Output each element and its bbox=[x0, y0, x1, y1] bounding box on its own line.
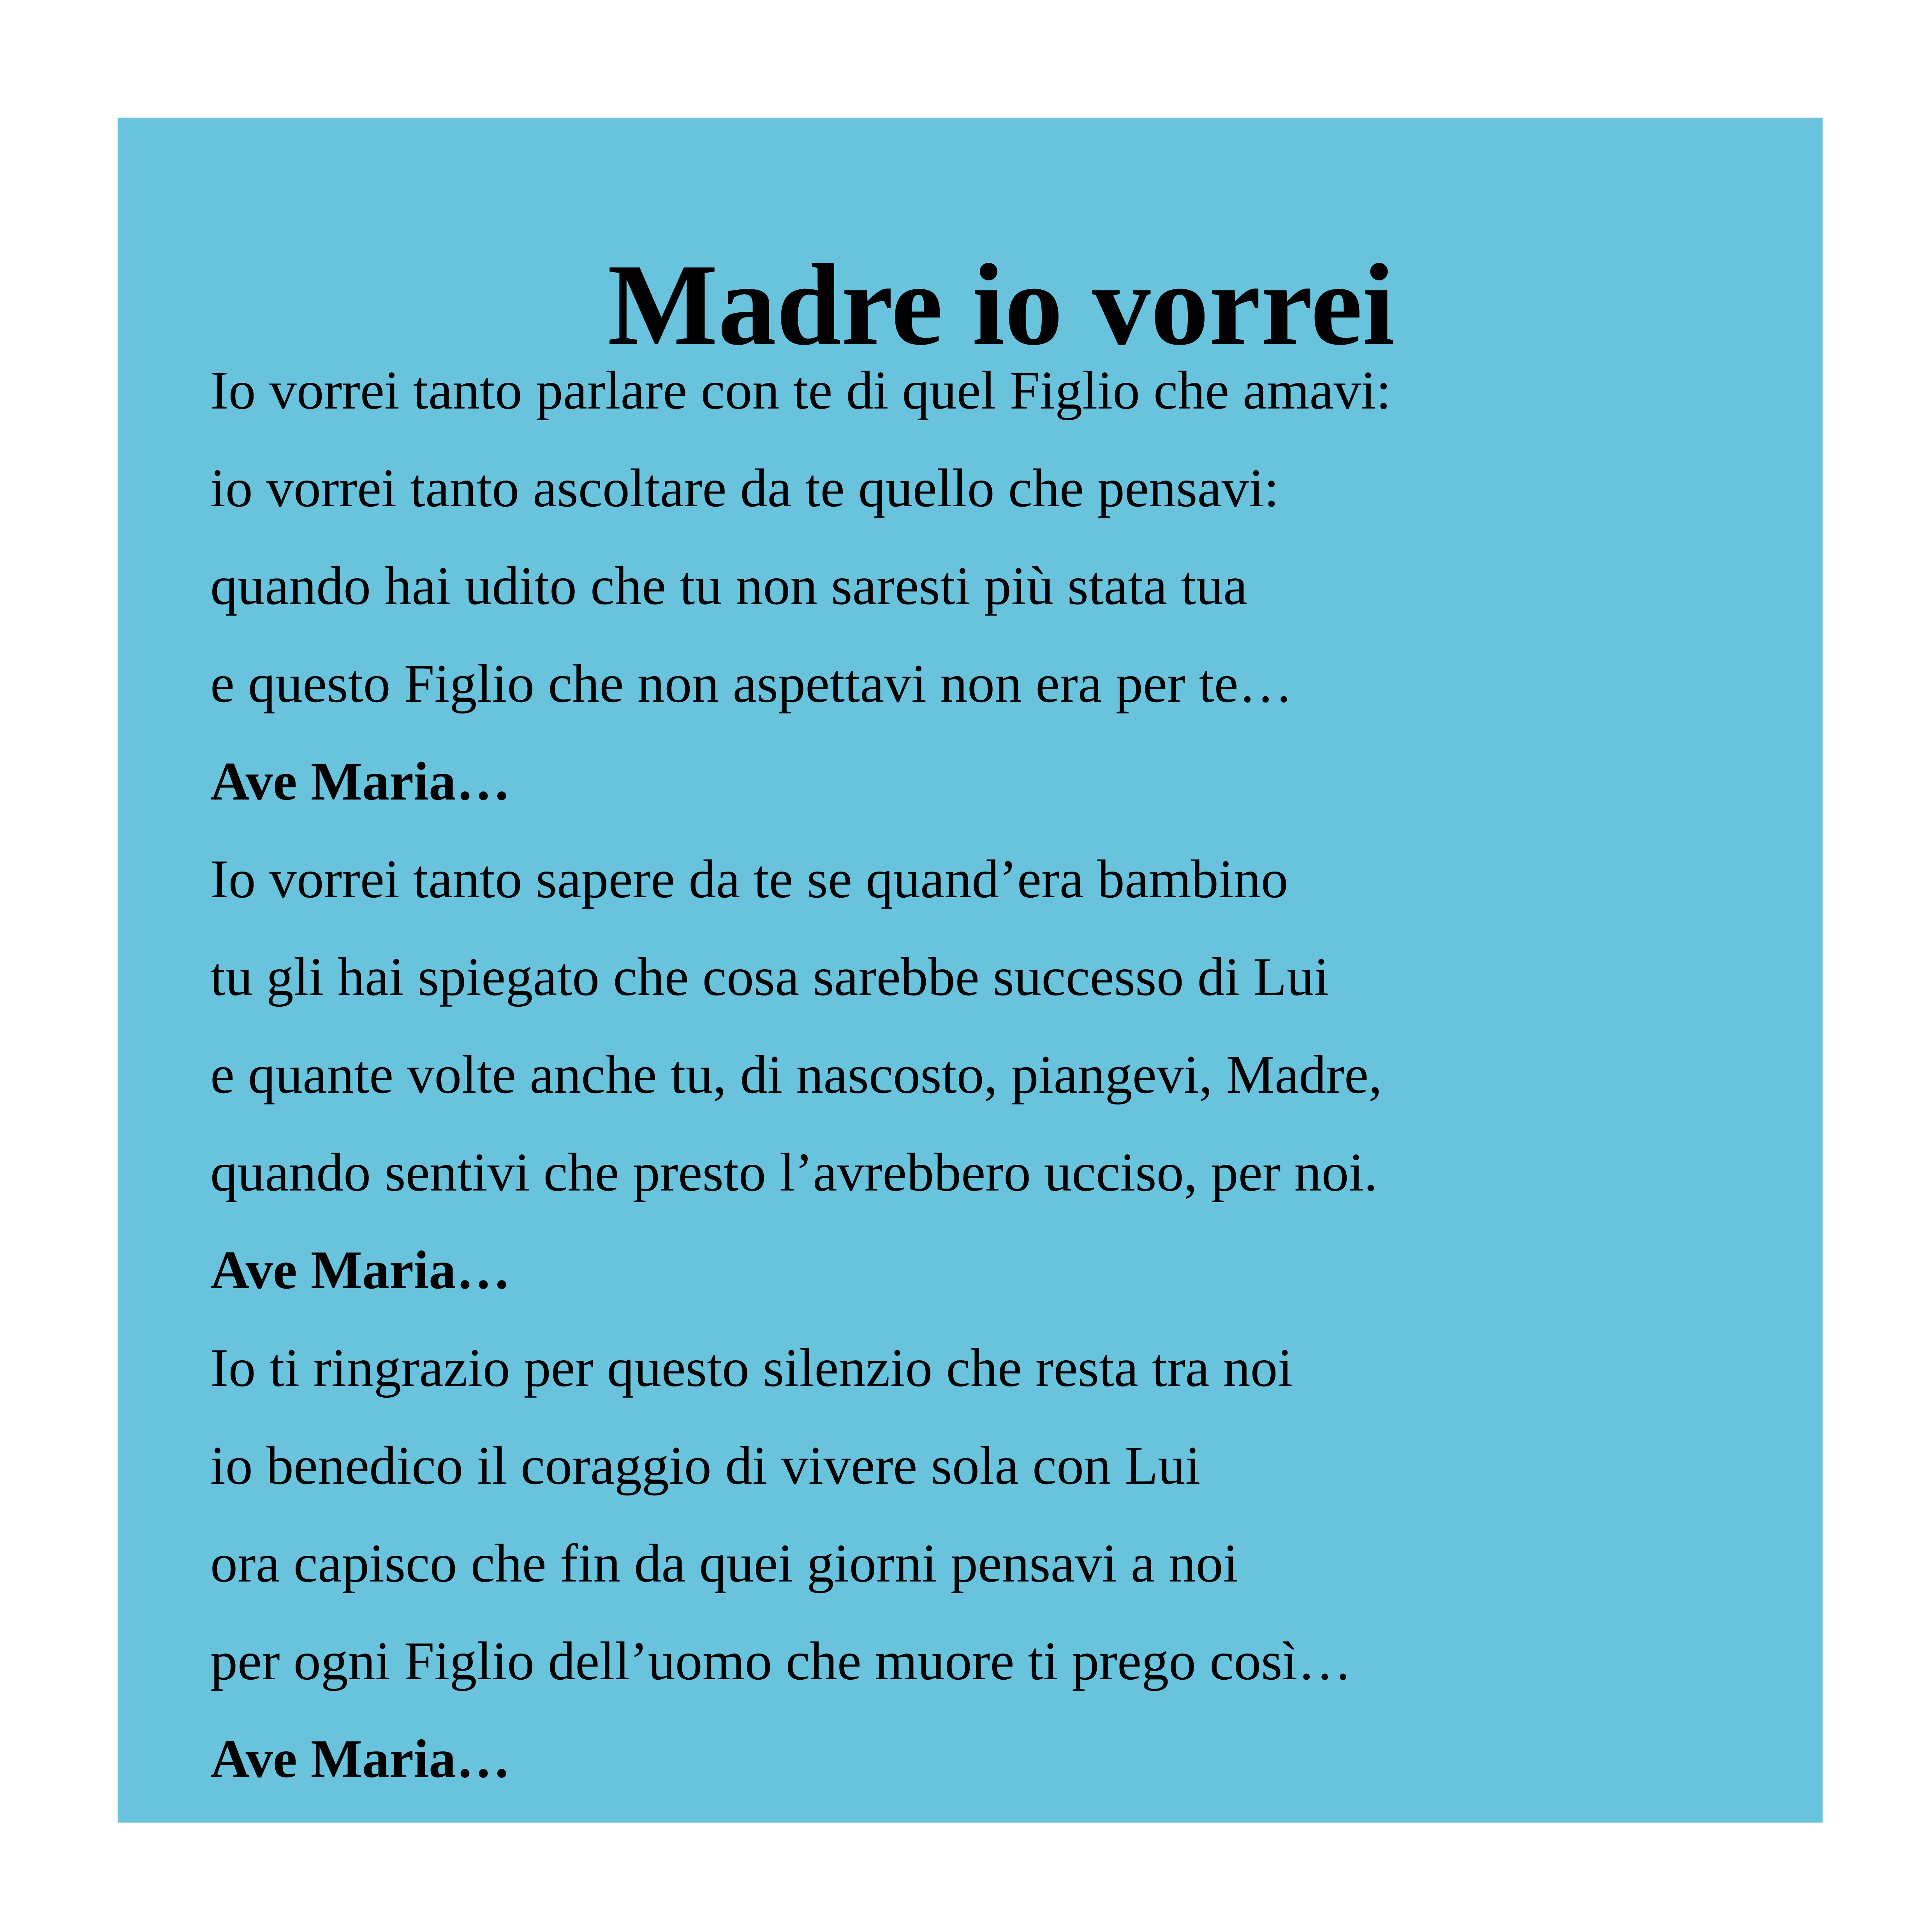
lyric-line: e quante volte anche tu, di nascosto, piangevi, Madre, bbox=[210, 1044, 1383, 1105]
lyric-line: quando sentivi che presto l’avrebbero ucciso, per noi. bbox=[210, 1142, 1378, 1203]
lyric-line: e questo Figlio che non aspettavi non era per te… bbox=[210, 653, 1293, 714]
lyric-line: Io ti ringrazio per questo silenzio che resta tra noi bbox=[210, 1338, 1293, 1398]
song-title: Madre io vorrei bbox=[608, 240, 1395, 369]
lyrics-list bbox=[210, 342, 1391, 1808]
lyric-line: tu gli hai spiegato che cosa sarebbe successo di Lui bbox=[210, 947, 1330, 1007]
chorus-line: Ave Maria… bbox=[210, 1729, 511, 1789]
lyric-line: quando hai udito che tu non saresti più stata tua bbox=[210, 556, 1248, 616]
lyric-line: Io vorrei tanto parlare con te di quel Figlio che amavi: bbox=[210, 360, 1391, 421]
lyric-line: Io vorrei tanto sapere da te se quand’era bambino bbox=[210, 849, 1288, 909]
lyric-line: io benedico il coraggio di vivere sola con Lui bbox=[210, 1435, 1201, 1496]
lyrics-panel bbox=[118, 118, 1823, 1823]
chorus-line: Ave Maria… bbox=[210, 1240, 511, 1300]
lyric-line: io vorrei tanto ascoltare da te quello che pensavi: bbox=[210, 458, 1279, 518]
lyric-line: per ogni Figlio dell’uomo che muore ti prego così… bbox=[210, 1631, 1352, 1691]
chorus-line: Ave Maria… bbox=[210, 751, 511, 812]
lyric-line: ora capisco che fin da quei giorni pensavi a noi bbox=[210, 1533, 1238, 1594]
